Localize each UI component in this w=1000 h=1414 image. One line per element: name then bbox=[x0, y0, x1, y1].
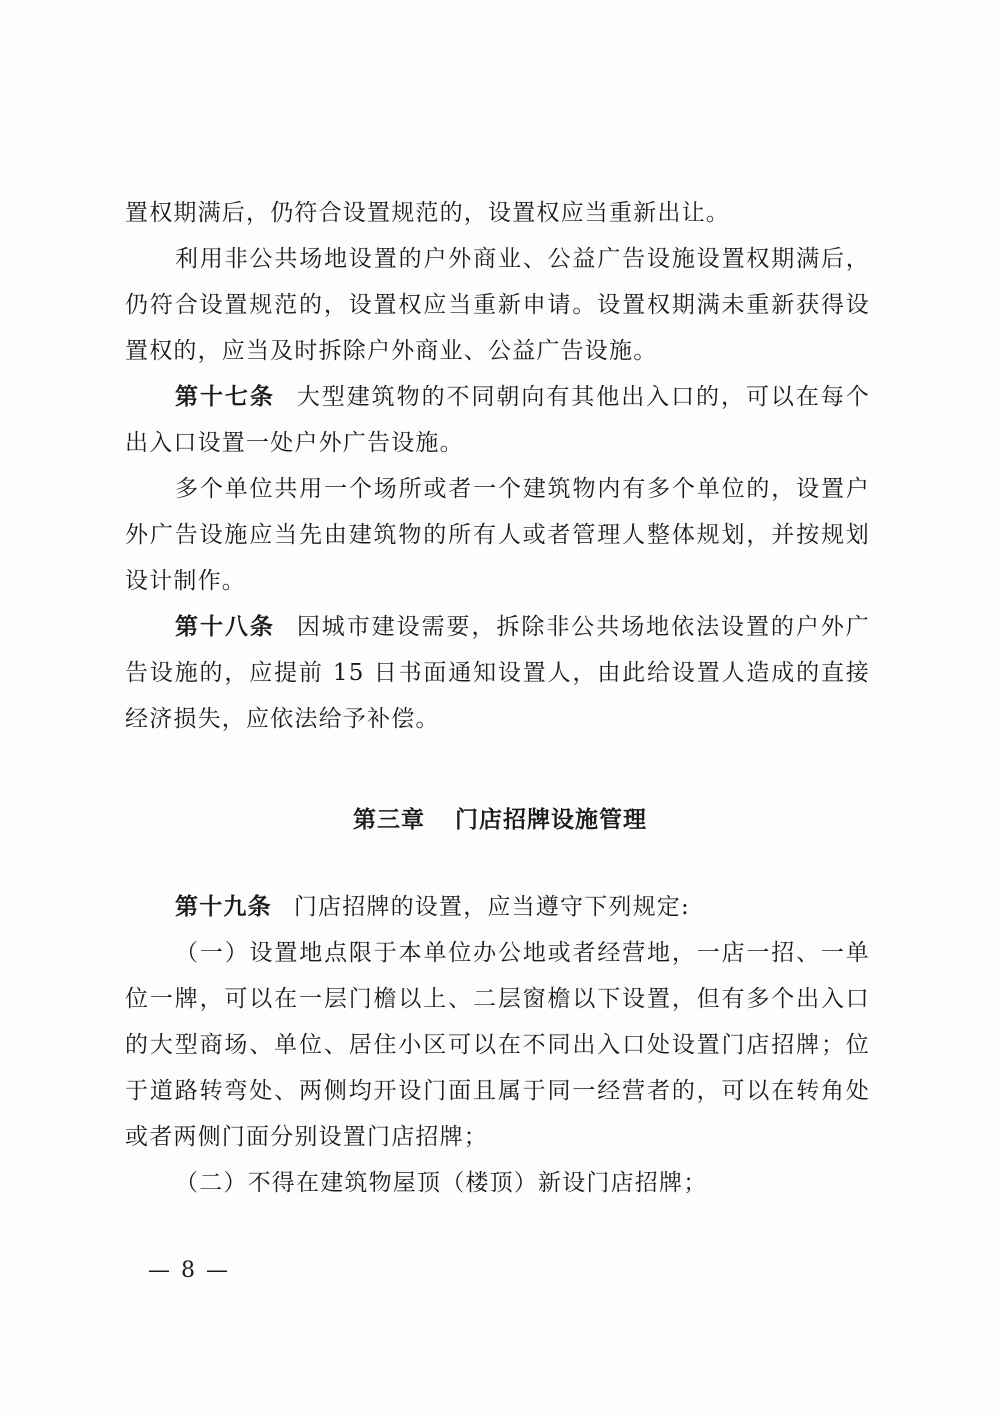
chapter-heading bbox=[0, 800, 1000, 840]
body-text-upper bbox=[125, 190, 870, 742]
chapter-title: 门店招牌设施管理 bbox=[455, 807, 647, 833]
paragraph-shared-building bbox=[125, 466, 870, 604]
chapter-number: 第三章 bbox=[353, 807, 425, 833]
article-label: 第十七条 bbox=[175, 384, 275, 410]
clause-2 bbox=[125, 1160, 870, 1206]
paragraph-text: 置权期满后，仍符合设置规范的，设置权应当重新出让。 bbox=[125, 200, 730, 226]
paragraph-text: 多个单位共用一个场所或者一个建筑物内有多个单位的，设置户外广告设施应当先由建筑物的所有人或者管理人整体规划，并按规划设计制作。 bbox=[125, 476, 870, 594]
article-label: 第十九条 bbox=[175, 894, 272, 920]
article-18 bbox=[125, 604, 870, 742]
clause-text: （二）不得在建筑物屋顶（楼顶）新设门店招牌； bbox=[175, 1170, 708, 1196]
body-text-lower bbox=[125, 884, 870, 1206]
clause-1 bbox=[125, 930, 870, 1160]
article-19 bbox=[125, 884, 870, 930]
clause-text: （一）设置地点限于本单位办公地或者经营地，一店一招、一单位一牌，可以在一层门檐以上、二层窗檐以下设置，但有多个出入口的大型商场、单位、居住小区可以在不同出入口处设置门店招牌；位于道路转弯处、两侧均开设门面且属于同一经营者的，可以在转角处或者两侧门面分别设置门店招牌； bbox=[125, 940, 870, 1150]
page-number: — 8 — bbox=[148, 1258, 230, 1283]
paragraph-continuation bbox=[125, 190, 870, 236]
article-label: 第十八条 bbox=[175, 614, 275, 640]
article-text: 因城市建设需要，拆除非公共场地依法设置的户外广告设施的，应提前 15 日书面通知设置人，由此给设置人造成的直接经济损失，应依法给予补偿。 bbox=[125, 614, 870, 732]
article-text: 门店招牌的设置，应当遵守下列规定: bbox=[293, 894, 690, 920]
article-17 bbox=[125, 374, 870, 466]
paragraph-expiry-non-public bbox=[125, 236, 870, 374]
paragraph-text: 利用非公共场地设置的户外商业、公益广告设施设置权期满后，仍符合设置规范的，设置权应当重新申请。设置权期满未重新获得设置权的，应当及时拆除户外商业、公益广告设施。 bbox=[125, 246, 870, 364]
article-text: 大型建筑物的不同朝向有其他出入口的，可以在每个出入口设置一处户外广告设施。 bbox=[125, 384, 870, 456]
